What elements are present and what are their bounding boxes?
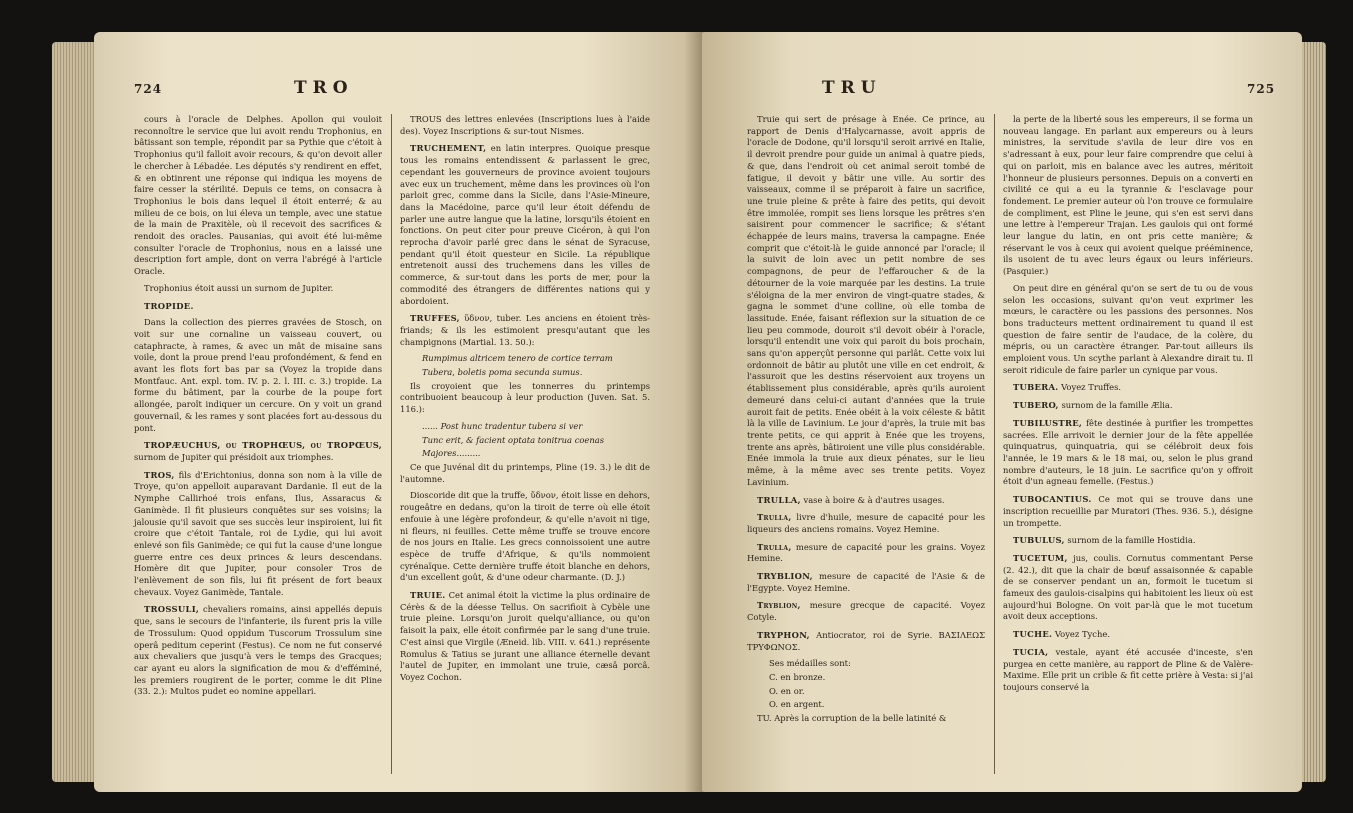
entry-text: mesure de capacité pour les grains. Voyez Hemine. — [747, 541, 985, 564]
dictionary-entry — [747, 512, 985, 535]
verse-line: ...... Post hunc tradentur tubera si ver — [422, 420, 583, 431]
entry-headword: TRUIE. — [410, 590, 446, 601]
dictionary-entry — [400, 143, 650, 307]
dictionary-entry — [400, 313, 650, 348]
entry-headword: TROS, — [144, 469, 175, 480]
entry-text: Cet animal étoit la victime la plus ordinaire de Cérès & de la déesse Tellus. On sacrifioit à Cybèle une truie pleine. Lorsqu'on juroit quelqu'alliance, ou qu'on faisoit la paix, elle étoit confirmée par le sang d'une truie. C'est ainsi que Virgile (Æneid. lib. VIII. v. 641.) représente Romulus & Tatius se jurant une alliance éternelle devant l'autel de Jupiter, en immolant une truie, cæsâ porcâ. Voyez Cochon. — [400, 590, 650, 682]
entry-text: Voyez Tyche. — [1052, 629, 1110, 640]
left-page-edges — [52, 42, 100, 782]
entry-headword: TRUFFES, — [410, 313, 460, 324]
left-page-column-1 — [134, 114, 382, 703]
verse-line: Majores......... — [422, 448, 481, 459]
entry-headword: TRYPHON, — [757, 629, 810, 640]
dictionary-entry — [747, 600, 985, 623]
dictionary-entry — [1003, 629, 1253, 641]
verse-line: Rumpimus altricem tenero de cortice terram — [422, 353, 613, 364]
right-page — [702, 32, 1302, 792]
entry-text: en latin interpres. Quoique presque tous les romains entendissent & parlassent le grec, cependant les gouverneurs de province avoient toujours avec eux un truchement, même dans les provinces où l'on parloit grec, comme dans la Sicile, dans l'Asie-Mineure, dans la Macédoine, parce qu'il leur étoit défendu de parler une autre langue que la latine, lorsqu'ils étoient en fonctions. On peut citer pour preuve Cicéron, à qui l'on reprocha d'avoir parlé grec dans le sénat de Syracuse, pendant qu'il étoit questeur en Sicile. La république entretenoit aussi des truchemens dans les villes de commerce, & sur-tout dans les ports de mer, pour la commodité des étrangers de différentes nations qui y abordoient. — [400, 143, 650, 306]
dictionary-entry — [134, 440, 382, 463]
paragraph: la perte de la liberté sous les empereurs, il se forma un nouveau langage. En parlant aux empereurs ou à leurs ministres, la servitude s'avila de leur dire vos en s'adressant à eux, pour leur faire comprendre que celui à qui on parloit, mis en balance avec les autres, méritoit l'honneur de plusieurs personnes. Depuis on a converti en civilité ce qui a eu la tyrannie & l'esclavage pour fondement. Le premier auteur où l'on trouve ce formulaire de compliment, est Pline le jeune, qui s'en est servi dans une lettre à l'empereur Trajan. Les gaulois qui ont formé leur langue du latin, en ont pris cette manière; & réservant le vos à ceux qui avoient quelque prééminence, ils usoient de tu avec leurs égaux ou leurs inférieurs. (Pasquier.) — [1003, 114, 1253, 277]
entry-headword: TUBULUS, — [1013, 535, 1065, 546]
open-book — [34, 12, 1334, 802]
left-page-column-2 — [400, 114, 650, 689]
dictionary-entry — [1003, 553, 1253, 623]
paragraph: On peut dire en général qu'on se sert de tu ou de vous selon les occasions, suivant qu'on veut exprimer les mœurs, le caractère ou les passions des personnes. Nos bons traducteurs mettent ordinairement tu quand il est question de faire sentir de l'audace, de la colère, du mépris, ou un caractère étranger. Par-tout ailleurs ils emploient vous. Un scythe parlant à Alexandre dirait tu. Il seroit ridicule de faire parler un cynique par vous. — [1003, 282, 1253, 375]
running-head-right: TRU — [822, 78, 882, 98]
paragraph: cours à l'oracle de Delphes. Apollon qui vouloit reconnoître le service que lui avoit rendu Trophonius, en bâtissant son temple, répondit par sa Pythie que c'étoit à Trophonius qu'il falloit avoir recours, & qu'on devoit aller le chercher à Lébadée. Les députés s'y rendirent en effet, & en obtinrent une réponse qui indiqua les moyens de faire cesser la stérilité. Depuis ce tems, on consacra à Trophonius le bois dans lequel il étoit enterré; & au milieu de ce bois, on lui éleva un temple, avec une statue de la main de Praxitèle, où il recevoit des sacrifices & rendoit des oracles. Pausanias, qui avoit été lui-même consulter l'oracle de Trophonius, nous en a laissé une description fort ample, dont on verra l'abrégé à l'article Oracle. — [134, 114, 382, 277]
entry-headword: TUBERO, — [1013, 400, 1059, 411]
paragraph: TROUS des lettres enlevées (Inscriptions lues à l'aide des). Voyez Inscriptions & sur-tout Nismes. — [400, 114, 650, 136]
dictionary-entry — [747, 542, 985, 565]
verse-line: Tunc erit, & facient optata tonitrua coenas — [422, 434, 605, 445]
entry-headword: TRUCHEMENT, — [410, 143, 487, 154]
entry-headword: TUCHE. — [1013, 629, 1053, 640]
entry-text: vestale, ayant été accusée d'inceste, s'en purgea en cette manière, au rapport de Pline & de Valère-Maxime. Elle prit un crible & fit cette prière à Vesta: si j'ai toujours conservé la — [1003, 646, 1253, 692]
paragraph: Dans la collection des pierres gravées de Stosch, on voit sur une cornaline un vaisseau couvert, ou cataphracte, à rames, & avec un mât de misaine sans voile, dont la proue prend l'eau profondément, & fend en avant les flots fort bas par sa (Voyez la tropide dans Montfauc. Ant. expl. tom. IV. p. 2. l. III. c. 3.) tropide. La forme du bâtiment, par la courbe de la poupe fort allongée, paroît indiquer un cercure. On y voit un grand gouvernail, & les rames y sont placées fort au-dessous du pont. — [134, 317, 382, 433]
dictionary-entry — [747, 571, 985, 594]
entry-headword: TROPIDE. — [144, 300, 194, 311]
entry-headword: TUBERA. — [1013, 382, 1059, 393]
dictionary-entry — [1003, 494, 1253, 529]
entry-headword: TUBOCANTIUS. — [1013, 494, 1092, 505]
entry-headword: TRULLA, — [757, 494, 801, 505]
entry-text: mesure grecque de capacité. Voyez Cotyle. — [747, 600, 985, 623]
entry-text: Voyez Truffes. — [1058, 382, 1122, 393]
entry-headword: TROPÆUCHUS, ou TROPHŒUS, ou TROPŒUS, — [144, 440, 382, 451]
entry-text: jus, coulis. Cornutus commentant Perse (2. 42.), dit que la chair de bœuf assaisonnée & capable de se conserver pendant un an, formoit le tucetum si fameux des gaulois-cisalpins qui habitoient les lieux où est aujourd'hui Bologne. On voit par-là que le mot tucetum avoit deux acceptions. — [1003, 552, 1253, 622]
paragraph: Truie qui sert de présage à Enée. Ce prince, au rapport de Denis d'Halycarnasse, avoit appris de l'oracle de Dodone, qu'il lorsqu'il seroit arrivé en Italie, il devroit prendre pour guide un animal à quatre pieds, & que, dans l'endroit où cet animal seroit tombé de fatigue, il devoit y bâtir une ville. Au sortir des vaisseaux, comme il se préparoit à faire un sacrifice, une truie pleine & prête à faire des petits, qui devoit être immolée, rompit ses liens lorsque les prêtres s'en saisirent pour commencer le sacrifice; & s'étant échappée de leurs mains, traversa la campagne. Enée comprit que c'étoit-là le guide annoncé par l'oracle; il la suivit de loin avec un petit nombre de ses compagnons, de peur de l'effaroucher & de la détourner de la voie marquée par les destins. La truie s'éloigna de la mer environ de vingt-quatre stades, & gagna le sommet d'une colline, où elle tomba de lassitude. Enée, faisant réflexion sur la situation de ce lieu peu commode, douroit s'il devoit obéir à l'oracle, lorsqu'il entendit une voix qui paroit du bois prochain, sans qu'on apperçût personne qui parlât. Cette voix lui ordonnoit de bâtir au plutôt une ville en cet endroit, & l'assuroit que les destins réservoient aux troyens un établissement plus considérable, après qu'ils auroient demeuré dans celui-ci autant d'années que la truie auroit fait de petits. Enée obéit à la voix céleste & bâtit là la ville de Lavinium. Le jour d'après, la truie mit bas trente petits, ce qui apprit à Enée que les troyens, trente ans après, bâtiroient une ville plus considérable. Enée immola la truie aux dieux pénates, sur le lieu même, à la même avec ses trente petits. Voyez Lavinium. — [747, 114, 985, 487]
entry-headword: TRYBLION, — [757, 571, 813, 582]
entry-headword: TUCIA, — [1013, 646, 1049, 657]
indented-line: C. en bronze. — [769, 671, 826, 682]
paragraph: Trophonius étoit aussi un surnom de Jupiter. — [144, 282, 334, 293]
paragraph: Ils croyoient que les tonnerres du printemps contribuoient beaucoup à leur production (Juven. Sat. 5. 116.): — [400, 380, 650, 415]
entry-headword: TROSSULI, — [144, 604, 200, 615]
dictionary-entry — [1003, 647, 1253, 694]
paragraph: Ce que Juvénal dit du printemps, Pline (19. 3.) le dit de l'automne. — [400, 461, 650, 484]
left-page — [94, 32, 704, 792]
paragraph: TU. Après la corruption de la belle latinité & — [757, 713, 947, 724]
entry-text: ὕδνον, tuber. Les anciens en étoient très-friands; & ils les estimoient presqu'autant que les champignons (Martial. 13. 50.): — [400, 313, 650, 347]
running-head-left: TRO — [294, 78, 354, 98]
entry-text: livre d'huile, mesure de capacité pour les liqueurs des anciens romains. Voyez Hemine. — [747, 512, 985, 534]
entry-text: Antiocrator, roi de Syrie. ΒΑΣΙΛΕΩΣ ΤΡΥΦΩΝΟΣ. — [747, 629, 985, 652]
dictionary-entry — [1003, 382, 1253, 394]
entry-headword: TUCETUM, — [1013, 552, 1068, 563]
indented-line: O. en or. — [769, 685, 805, 696]
entry-text: surnom de la famille Hostidia. — [1064, 535, 1196, 546]
dictionary-entry — [134, 301, 382, 313]
page-number-right: 725 — [1247, 82, 1276, 96]
entry-text: vase à boire & à d'autres usages. — [800, 494, 945, 505]
entry-text: fils d'Erichtonius, donna son nom à la ville de Troye, qu'on appelloit auparavant Dardanie. Il eut de la Nymphe Callirhoé trois enfans, Ilus, Assaracus & Ganimède. Il fit plusieurs conquêtes sur ses voisins; la jalousie qu'il savoit que ses succès leur inspiroient, lui fit croire que c'étoit Tantale, roi de Lydie, qui lui avoit enlevé son fils Ganimède; ce qui fut la cause d'une longue guerre entre ces deux princes & leurs descendans. Homère dit que Jupiter, pour consoler Tros de l'enlèvement de son fils, lui fit présent de fort beaux chevaux. Voyez Ganimède, Tantale. — [134, 469, 382, 597]
right-page-column-1 — [747, 114, 985, 730]
entry-text: surnom de la famille Ælia. — [1058, 400, 1173, 411]
dictionary-entry — [134, 470, 382, 599]
entry-headword: TUBILUSTRE, — [1013, 417, 1083, 428]
right-page-column-2 — [1003, 114, 1253, 699]
column-rule-left — [391, 114, 392, 774]
paragraph: Dioscoride dit que la truffe, ὕδνον, étoit lisse en dehors, rougeâtre en dedans, qu'on la tiroit de terre où elle étoit enfouie à une légère profondeur, & qu'elle n'avoit ni tige, ni fleurs, ni feuilles. Cette même truffe se trouve encore de nos jours en Italie. Les grecs connoissoient une autre espèce de truffe d'Afrique, & qu'ils nommoient cyrénaïque. Cette dernière truffe étoit blanche en dehors, d'un excellent goût, & d'une odeur charmante. (D. J.) — [400, 490, 650, 583]
page-number-left: 724 — [134, 82, 163, 96]
dictionary-entry — [400, 590, 650, 684]
dictionary-entry — [1003, 535, 1253, 547]
entry-text: chevaliers romains, ainsi appellés depuis que, sans le secours de l'infanterie, ils furent pris la ville de Trossulum: Quod oppidum Tuscorum Trossulum sine operâ peditum ceperint (Festus). Ce nom ne fut conservé aux chevaliers que jusqu'à vers le temps des Gracques; car ayant eu alors la signification de mou & d'efféminé, les premiers rougirent de le porter, comme le dit Pline (33. 2.): Multos pudet eo nomine appellari. — [134, 604, 382, 697]
indented-line: O. en argent. — [769, 699, 825, 710]
entry-headword: Tryblion, — [757, 600, 801, 611]
dictionary-entry — [134, 604, 382, 698]
dictionary-entry — [747, 630, 985, 653]
entry-text: mesure de capacité de l'Asie & de l'Egypte. Voyez Hemine. — [747, 571, 985, 593]
entry-headword: Trulla, — [757, 541, 792, 552]
entry-text: Ce mot qui se trouve dans une inscription recueillie par Muratori (Thes. 936. 5.), désigne un trompette. — [1003, 494, 1253, 528]
verse-line: Tubera, boletis poma secunda sumus. — [422, 367, 583, 378]
dictionary-entry — [747, 495, 985, 507]
dictionary-entry — [1003, 418, 1253, 488]
entry-headword: Trulla, — [757, 512, 792, 523]
column-rule-right — [994, 114, 995, 774]
entry-text: surnom de Jupiter qui présidoit aux triomphes. — [134, 451, 334, 462]
dictionary-entry — [1003, 400, 1253, 412]
entry-text: fête destinée à purifier les trompettes sacrées. Elle arrivoit le dernier jour de la fête appellée quinquatrus, quinquatria, qui se célébroit deux fois l'année, le 19 mars & le 18 mai, ou, selon le plus grand nombre d'auteurs, le 18 juin. Le sacrifice qu'on y offroit étoit d'un agneau femelle. (Festus.) — [1003, 417, 1253, 487]
indented-line: Ses médailles sont: — [769, 658, 851, 669]
